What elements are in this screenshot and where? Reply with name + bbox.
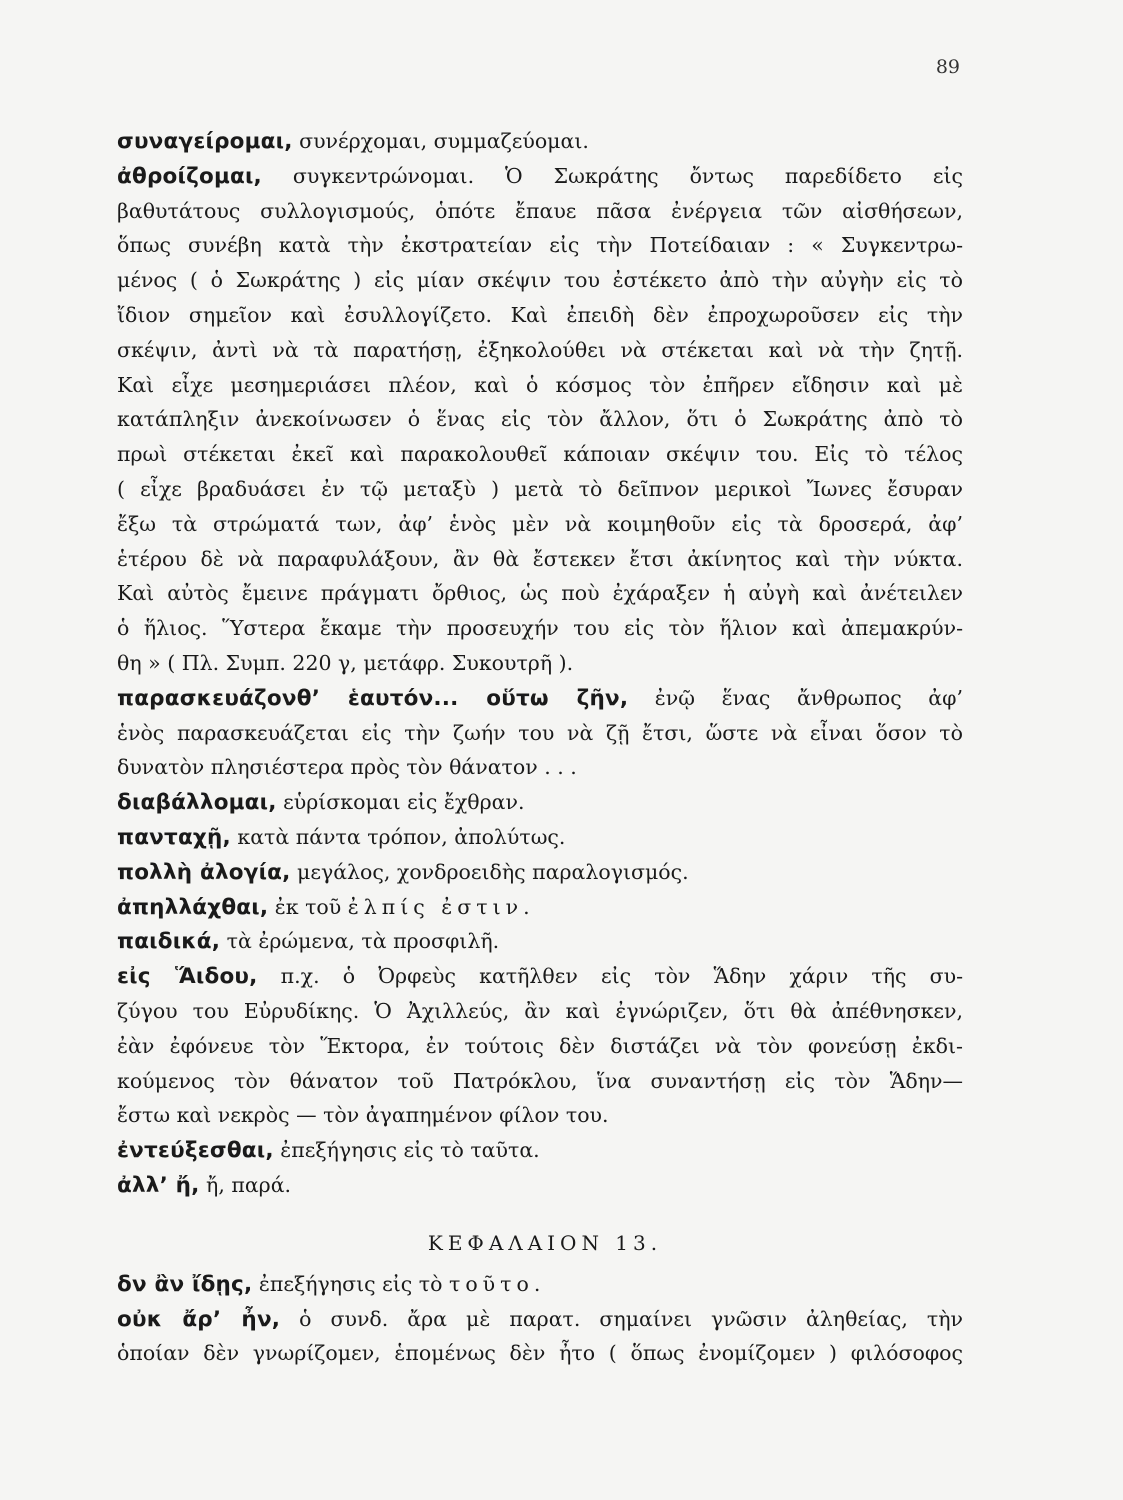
entry-line-2 xyxy=(117,159,963,194)
text-line: ἴδιον σημεῖον καὶ ἐσυλλογίζετο. Καὶ ἐπειδὴ δὲν ἐπροχωροῦσεν εἰς τὴν xyxy=(117,302,963,327)
entry-line-25 xyxy=(117,959,963,994)
text-line: ἔστω καὶ νεκρὸς — τὸν ἀγαπημένον φίλον του. xyxy=(117,1103,609,1128)
entry-line-23 xyxy=(117,890,963,925)
gloss: ὁ συνδ. ἄρα μὲ παρατ. σημαίνει γνῶσιν ἀληθείας, τὴν xyxy=(280,1306,963,1331)
text-line: ἑτέρου δὲ νὰ παραφυλάξουν, ἂν θὰ ἔστεκεν ἔτσι ἀκίνητος καὶ τὴν νύκτα. xyxy=(117,546,963,571)
text-line: ( εἶχε βραδυάσει ἐν τῷ μεταξὺ ) μετὰ τὸ δεῖπνον μερικοὶ Ἴωνες ἔσυραν xyxy=(117,476,963,501)
gloss: συγκεντρώνομαι. Ὁ Σωκράτης ὄντως παρεδίδετο εἰς xyxy=(261,163,963,188)
lemma: παιδικά, xyxy=(117,929,221,955)
gloss: κατὰ πάντα τρόπον, ἀπολύτως. xyxy=(230,824,566,849)
entry-line-24 xyxy=(117,924,963,959)
lemma: ἀπηλλάχθαι, xyxy=(117,894,269,920)
entry-line-22 xyxy=(117,855,963,890)
text-line: ἑνὸς παρασκευάζεται εἰς τὴν ζωήν του νὰ ζῇ ἔτσι, ὥστε νὰ εἶναι ὅσον τὸ xyxy=(117,720,963,745)
entry-line-21 xyxy=(117,820,963,855)
entry-line-17 xyxy=(117,681,963,716)
gloss: ἐνῷ ἕνας ἄνθρωπος ἀφ’ xyxy=(628,685,963,710)
text-line: ἐὰν ἐφόνευε τὸν Ἕκτορα, ἐν τούτοις δὲν διστάζει νὰ τὸν φονεύσῃ ἐκδι- xyxy=(117,1033,963,1058)
text-line: σκέψιν, ἀντὶ νὰ τὰ παρατήσῃ, ἐξηκολούθει νὰ στέκεται καὶ νὰ τὴν ζητῇ. xyxy=(117,337,963,362)
gloss: συνέρχομαι, συμμαζεύομαι. xyxy=(292,129,589,153)
lemma: εἰς Ἅιδου, xyxy=(117,964,258,990)
gloss: ἐπεξήγησις εἰς τὸ xyxy=(252,1271,449,1296)
entry-line-33 xyxy=(117,1302,963,1337)
entry-line-31 xyxy=(117,1168,963,1203)
page-text xyxy=(117,124,963,1371)
text-line: ὅπως συνέβη κατὰ τὴν ἐκστρατείαν εἰς τὴν Ποτείδαιαν : « Συγκεντρω- xyxy=(117,233,963,258)
text-line: ὁ ἥλιος. Ὕστερα ἔκαμε τὴν προσευχήν του εἰς τὸν ἥλιον καὶ ἀπεμακρύν- xyxy=(117,616,963,641)
text-line: κούμενος τὸν θάνατον τοῦ Πατρόκλου, ἵνα συναντήσῃ εἰς τὸν Ἅδην— xyxy=(117,1068,963,1093)
text-line: βαθυτάτους συλλογισμούς, ὁπότε ἔπαυε πᾶσα ἐνέργεια τῶν αἰσθήσεων, xyxy=(117,198,963,223)
gloss: ἐπεξήγησις εἰς τὸ ταῦτα. xyxy=(273,1138,540,1163)
gloss: μεγάλος, χονδροειδὴς παραλογισμός. xyxy=(290,859,689,884)
text-line: ἔξω τὰ στρώματά των, ἀφ’ ἑνὸς μὲν νὰ κοιμηθοῦν εἰς τὰ δροσερά, ἀφ’ xyxy=(117,511,963,536)
lemma: παρασκευάζονθ’ ἑαυτόν... οὕτω ζῆν, xyxy=(117,685,629,711)
lemma: ἀλλ’ ἤ, xyxy=(117,1172,200,1198)
lemma: δν ἂν ἴδῃς, xyxy=(117,1271,253,1297)
chapter-heading: ΚΕΦΑΛΑΙΟΝ 13. xyxy=(427,1230,663,1255)
spaced-text: τοῦτο. xyxy=(448,1271,546,1296)
lemma: συναγείρομαι, xyxy=(117,129,293,154)
gloss: ἤ, παρά. xyxy=(199,1172,292,1197)
gloss: π.χ. ὁ Ὀρφεὺς κατῆλθεν εἰς τὸν Ἅδην χάριν τῆς συ- xyxy=(257,964,963,989)
entry-line-1 xyxy=(117,124,963,159)
text-line: πρωὶ στέκεται ἐκεῖ καὶ παρακολουθεῖ κάποιαν σκέψιν του. Εἰς τὸ τέλος xyxy=(117,442,963,467)
text-line: δυνατὸν πλησιέστερα πρὸς τὸν θάνατον . . . xyxy=(117,755,577,780)
lemma: πολλὴ ἀλογία, xyxy=(117,859,291,885)
page-number: 89 xyxy=(935,56,960,78)
text-line: Καὶ εἶχε μεσημεριάσει πλέον, καὶ ὁ κόσμος τὸν ἐπῆρεν εἴδησιν καὶ μὲ xyxy=(117,372,963,397)
spaced-text: ἐλπίς ἐστιν. xyxy=(347,894,535,919)
lemma: διαβάλλομαι, xyxy=(117,790,277,816)
text-line: μένος ( ὁ Σωκράτης ) εἰς μίαν σκέψιν του ἐστέκετο ἀπὸ τὴν αὐγὴν εἰς τὸ xyxy=(117,268,963,293)
text-line: ζύγου του Εὐρυδίκης. Ὁ Ἀχιλλεύς, ἂν καὶ ἐγνώριζεν, ὅτι θὰ ἀπέθνησκεν, xyxy=(117,998,963,1023)
text-line: κατάπληξιν ἀνεκοίνωσεν ὁ ἕνας εἰς τὸν ἄλλον, ὅτι ὁ Σωκράτης ἀπὸ τὸ xyxy=(117,407,963,432)
lemma: ἐντεύξεσθαι, xyxy=(117,1138,274,1164)
entry-line-30 xyxy=(117,1133,963,1168)
lemma: οὐκ ἄρ’ ἦν, xyxy=(117,1306,281,1332)
entry-line-32 xyxy=(117,1267,963,1302)
gloss: ἐκ τοῦ xyxy=(268,894,348,919)
lemma: πανταχῇ, xyxy=(117,824,231,850)
lemma: ἀθροίζομαι, xyxy=(117,163,262,189)
entry-line-20 xyxy=(117,785,963,820)
text-line: ὁποίαν δὲν γνωρίζομεν, ἑπομένως δὲν ἦτο ( ὅπως ἐνομίζομεν ) φιλόσοφος xyxy=(117,1341,963,1366)
gloss: εὑρίσκομαι εἰς ἔχθραν. xyxy=(276,790,525,815)
text-line: θη » ( Πλ. Συμπ. 220 γ, μετάφρ. Συκουτρῆ ). xyxy=(117,650,574,675)
text-line: Καὶ αὐτὸς ἔμεινε πράγματι ὄρθιος, ὡς ποὺ ἐχάραξεν ἡ αὐγὴ καὶ ἀνέτειλεν xyxy=(117,581,963,606)
gloss: τὰ ἐρώμενα, τὰ προσφιλῆ. xyxy=(220,929,500,954)
